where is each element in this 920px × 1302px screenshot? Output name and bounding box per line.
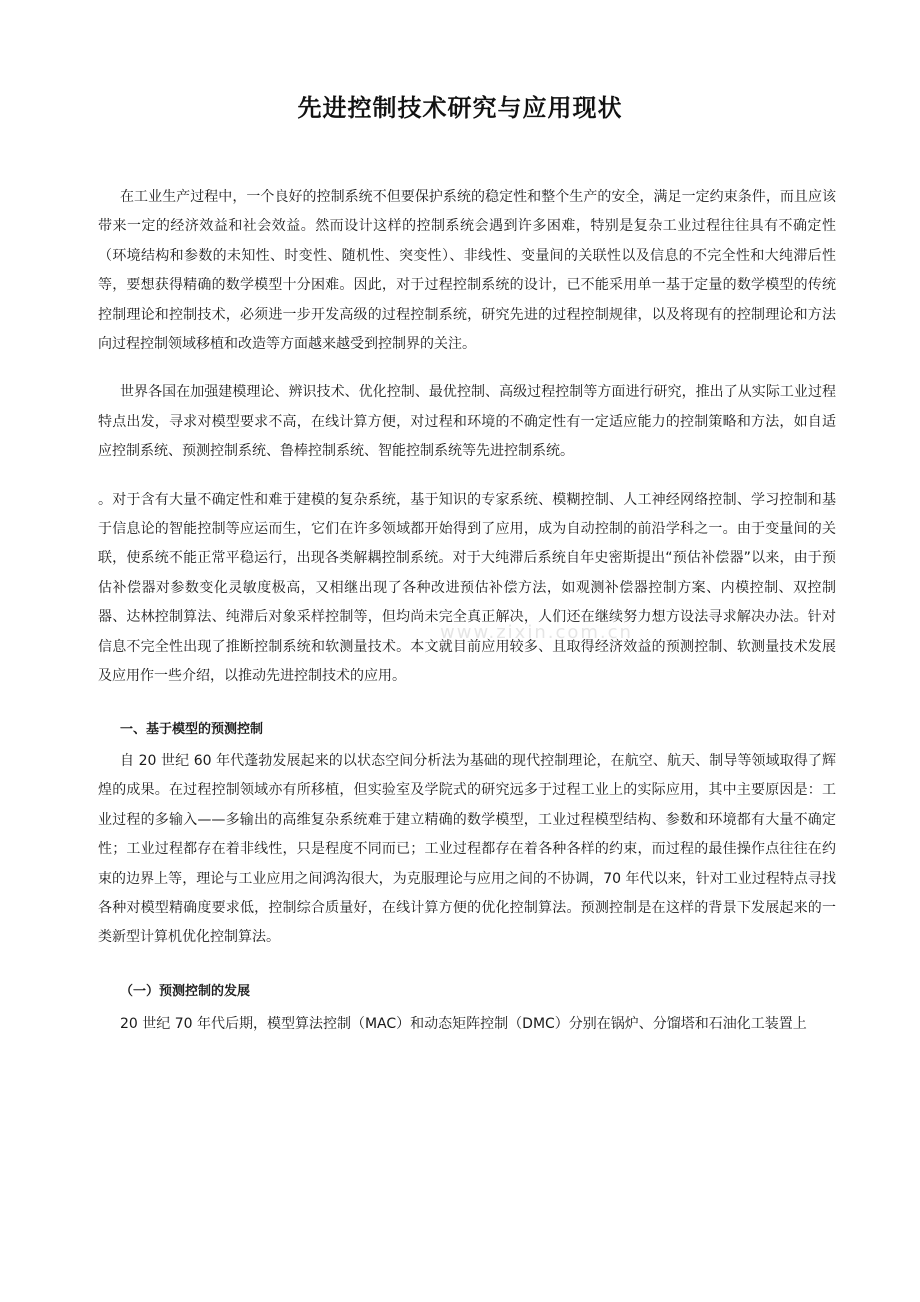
paragraph-development: 20 世纪 70 年代后期，模型算法控制（MAC）和动态矩阵控制（DMC）分别在锅炉、分馏塔和石油化工装置上	[120, 1016, 807, 1033]
watermark: www.zixin.com.cn	[440, 622, 633, 643]
paragraph-world-research: 世界各国在加强建模理论、辨识技术、优化控制、最优控制、高级过程控制等方面进行研究，推出了从实际工业过程特点出发，寻求对模型要求不高，在线计算方便，对过程和环境的不确定性有一定适应能力的控制策略和方法，如自适应控制系统、预测控制系统、鲁棒控制系统、智能控制系统等先进控制系统。	[98, 384, 836, 460]
paragraph-intro: 在工业生产过程中，一个良好的控制系统不但要保护系统的稳定性和整个生产的安全，满足一定约束条件，而且应该带来一定的经济效益和社会效益。然而设计这样的控制系统会遇到许多困难，特别是复杂工业过程往往具有不确定性（环境结构和参数的未知性、时变性、随机性、突变性）、非线性、变量间的关联性以及信息的不完全性和大纯滞后性等，要想获得精确的数学模型十分困难。因此，对于过程控制系统的设计，已不能采用单一基于定量的数学模型的传统控制理论和控制技术，必须进一步开发高级的过程控制系统，研究先进的过程控制规律，以及将现有的控制理论和方法向过程控制领域移植和改造等方面越来越受到控制界的关注。	[98, 189, 836, 353]
document-title: 先进控制技术研究与应用现状	[297, 93, 623, 122]
subsection-heading-development: （一）预测控制的发展	[120, 983, 251, 999]
section-heading-predictive-control: 一、基于模型的预测控制	[120, 721, 264, 737]
document-body	[98, 183, 836, 1040]
paragraph-modern-control-theory: 自 20 世纪 60 年代蓬勃发展起来的以状态空间分析法为基础的现代控制理论，在航空、航天、制导等领域取得了辉煌的成果。在过程控制领域亦有所移植，但实验室及学院式的研究远多于过程工业上的实际应用，其中主要原因是：工业过程的多输入——多输出的高维复杂系统难于建立精确的数学模型，工业过程模型结构、参数和环境都有大量不确定性；工业过程都存在着非线性，只是程度不同而已；工业过程都存在着各种各样的约束，而过程的最佳操作点往往在约束的边界上等，理论与工业应用之间鸿沟很大，为克服理论与应用之间的不协调，70 年代以来，针对工业过程特点寻找各种对模型精确度要求低，控制综合质量好，在线计算方便的优化控制算法。预测控制是在这样的背景下发展起来的一类新型计算机优化控制算法。	[98, 752, 836, 946]
paragraph-complex-systems: 。对于含有大量不确定性和难于建模的复杂系统，基于知识的专家系统、模糊控制、人工神经网络控制、学习控制和基于信息论的智能控制等应运而生，它们在许多领域都开始得到了应用，成为自动控制的前沿学科之一。由于变量间的关联，使系统不能正常平稳运行，出现各类解耦控制系统。对于大纯滞后系统自年史密斯提出“预估补偿器”以来，由于预估补偿器对参数变化灵敏度极高，又相继出现了各种改进预估补偿方法，如观测补偿器控制方案、内模控制、双控制器、达林控制算法、纯滞后对象采样控制等，但均尚未完全真正解决，人们还在继续努力想方设法寻求解决办法。针对信息不完全性出现了推断控制系统和软测量技术。本文就目前应用较多、且取得经济效益的预测控制、软测量技术发展及应用作一些介绍，以推动先进控制技术的应用。	[98, 491, 836, 685]
